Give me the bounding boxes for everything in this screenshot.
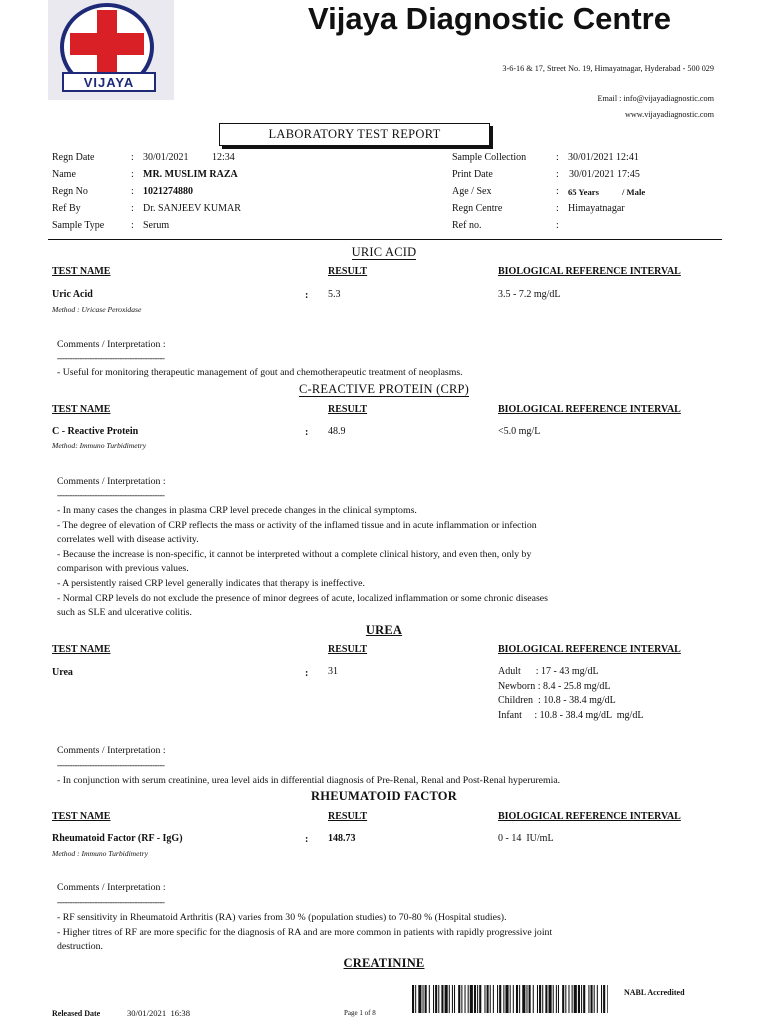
regn-centre: Himayatnagar [568,203,625,214]
regn-date-label: Regn Date [52,152,95,163]
regn-no-label: Regn No [52,186,88,197]
ref-no-label: Ref no. [452,220,482,231]
dash-line: ------------------------------------------- [57,897,165,907]
test-name: Rheumatoid Factor (RF - IgG) [52,833,183,844]
col-test-name: TEST NAME [52,404,111,415]
name-label: Name [52,169,76,180]
colon: : [556,220,559,231]
age: 65 Years [568,187,599,197]
colon: : [131,152,134,163]
divider [48,239,722,240]
colon: : [131,169,134,180]
barcode-icon [412,985,608,1013]
print-date-label: Print Date [452,169,493,180]
test-method: Method : Immuno Turbidimetry [52,849,148,858]
section-title-uric-acid [0,245,768,260]
section-title-text: URIC ACID [351,245,417,259]
colon: : [305,834,309,845]
ref-line: Newborn : 8.4 - 25.8 mg/dL [498,681,611,692]
col-test-name: TEST NAME [52,811,111,822]
page-number: Page 1 of 8 [344,1009,376,1017]
sample-type: Serum [143,220,170,231]
comment-line: correlates well with disease activity. [57,534,199,545]
comment-line: - Because the increase is non-specific, it cannot be interpreted without a complete clinical history, and even then, only by [57,549,532,560]
sex: / Male [622,187,646,197]
comment-line: comparison with previous values. [57,563,189,574]
comment-line: - Useful for monitoring therapeutic management of gout and chemotherapeutic treatment of neoplasms. [57,367,463,378]
test-method: Method : Uricase Peroxidase [52,305,142,314]
col-result: RESULT [328,811,368,822]
regn-date: 30/01/2021 [143,152,189,163]
test-result: 31 [328,666,338,677]
comment-line: - A persistently raised CRP level generally indicates that therapy is ineffective. [57,578,365,589]
logo [48,0,174,100]
col-ref-interval: BIOLOGICAL REFERENCE INTERVAL [498,404,681,415]
print-date: 30/01/2021 17:45 [569,169,640,180]
ref-line: Children : 10.8 - 38.4 mg/dL [498,695,616,706]
colon: : [305,290,309,301]
vijaya-cross-logo-icon [48,0,174,100]
colon: : [556,169,559,180]
test-name: Uric Acid [52,289,93,300]
section-title-rheumatoid-factor: RHEUMATOID FACTOR [311,789,457,803]
address: 3-6-16 & 17, Street No. 19, Himayatnagar, Hyderabad - 500 029 [502,64,714,73]
col-result: RESULT [328,644,368,655]
dash-line: ------------------------------------------- [57,353,165,363]
comments-label: Comments / Interpretation : [57,339,166,350]
test-result: 5.3 [328,289,341,300]
comment-line: - Normal CRP levels do not exclude the presence of minor degrees of acute, localized inflammation or some chronic diseases [57,593,548,604]
sample-type-label: Sample Type [52,220,105,231]
ref-line: Infant : 10.8 - 38.4 mg/dL mg/dL [498,710,644,721]
colon: : [305,427,309,438]
colon: : [556,203,559,214]
test-ref-interval: <5.0 mg/L [498,426,541,437]
regn-centre-label: Regn Centre [452,203,503,214]
dash-line: ------------------------------------------- [57,760,165,770]
regn-time: 12:34 [212,152,235,163]
email[interactable]: Email : info@vijayadiagnostic.com [597,94,714,103]
test-result: 48.9 [328,426,346,437]
col-result: RESULT [328,404,368,415]
test-result: 148.73 [328,833,356,844]
sample-collection: 30/01/2021 12:41 [568,152,639,163]
col-test-name: TEST NAME [52,644,111,655]
test-name: C - Reactive Protein [52,426,139,437]
test-name: Urea [52,667,73,678]
section-title-creatinine: CREATININE [343,956,425,970]
comments-label: Comments / Interpretation : [57,882,166,893]
comment-line: - Higher titres of RF are more specific for the diagnosis of RA and are more common in patients with rapidly progressive joint [57,927,553,938]
col-test-name: TEST NAME [52,266,111,277]
comment-line: - In conjunction with serum creatinine, urea level aids in differential diagnosis of Pre-Renal, Renal and Post-Renal hyperuremia. [57,775,561,786]
comment-line: - In many cases the changes in plasma CRP level precede changes in the clinical symptoms. [57,505,417,516]
colon: : [131,220,134,231]
logo-text: VIJAYA [83,75,135,90]
report-title: LABORATORY TEST REPORT [219,123,490,146]
patient-name: MR. MUSLIM RAZA [143,169,238,180]
colon: : [131,186,134,197]
comment-line: - RF sensitivity in Rheumatoid Arthritis (RA) varies from 30 % (population studies) to 70-80 % (Hospital studies). [57,912,507,923]
ref-by: Dr. SANJEEV KUMAR [143,203,241,214]
ref-line: Adult : 17 - 43 mg/dL [498,666,599,677]
col-ref-interval: BIOLOGICAL REFERENCE INTERVAL [498,644,681,655]
col-ref-interval: BIOLOGICAL REFERENCE INTERVAL [498,811,681,822]
section-title-urea: UREA [365,623,403,637]
section-title-text: C-REACTIVE PROTEIN (CRP) [298,382,470,396]
comments-label: Comments / Interpretation : [57,476,166,487]
ref-by-label: Ref By [52,203,81,214]
released-label: Released Date [52,1009,101,1018]
comment-line: destruction. [57,941,103,952]
website[interactable]: www.vijayadiagnostic.com [624,110,714,119]
released-date: 30/01/2021 16:38 [127,1008,191,1018]
colon: : [556,152,559,163]
colon: : [131,203,134,214]
dash-line: ------------------------------------------- [57,490,165,500]
regn-no: 1021274880 [143,186,193,197]
nabl-accredited: NABL Accredited [624,988,685,997]
colon: : [305,668,309,679]
comment-line: - The degree of elevation of CRP reflects the mass or activity of the inflamed tissue and in acute inflammation or infection [57,520,537,531]
colon: : [556,186,559,197]
section-title-crp [0,382,768,397]
test-method: Method: Immuno Turbidimetry [52,441,147,450]
comments-label: Comments / Interpretation : [57,745,166,756]
comment-line: such as SLE and ulcerative colitis. [57,607,192,618]
test-ref-interval: 3.5 - 7.2 mg/dL [498,289,561,300]
col-result: RESULT [328,266,368,277]
test-ref-interval: 0 - 14 IU/mL [498,833,554,844]
age-sex-label: Age / Sex [452,186,492,197]
sample-collection-label: Sample Collection [452,152,527,163]
col-ref-interval: BIOLOGICAL REFERENCE INTERVAL [498,266,681,277]
brand-name: Vijaya Diagnostic Centre [308,1,671,36]
